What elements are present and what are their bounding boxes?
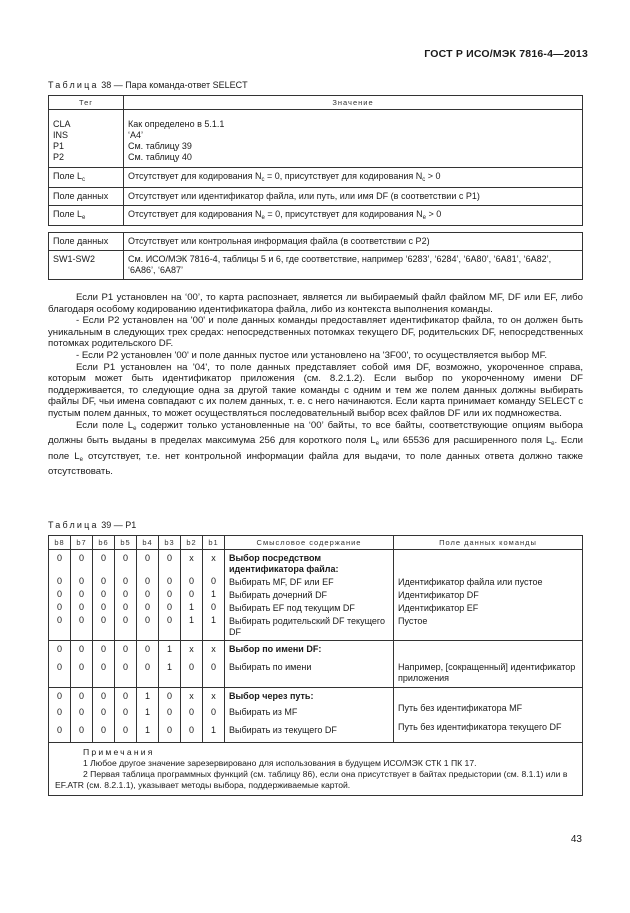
sub-c: c xyxy=(422,177,426,183)
bit-cell: 0 xyxy=(49,719,71,743)
bit-cell: 0 xyxy=(181,576,203,589)
data-cell: Путь без идентификатора MF xyxy=(394,703,583,719)
table39-p1 xyxy=(48,535,583,796)
meaning-cell: Выбирать EF под текущим DF xyxy=(225,602,394,615)
bit-cell: 0 xyxy=(93,688,115,704)
data-cell: Идентификатор файла или пустое xyxy=(394,576,583,589)
table-row xyxy=(49,703,583,719)
bit-cell: 1 xyxy=(159,656,181,688)
bit-cell: 0 xyxy=(115,656,137,688)
bit-cell: 0 xyxy=(93,576,115,589)
tag-ins: INS xyxy=(53,130,69,140)
bit-cell: 0 xyxy=(49,615,71,641)
page-number: 43 xyxy=(570,834,582,845)
bit-cell: 0 xyxy=(137,589,159,602)
table-row xyxy=(49,641,583,657)
meaning-cell: Выбор через путь: xyxy=(225,688,394,704)
bit-cell: 1 xyxy=(203,589,225,602)
data-cell: Путь без идентификатора текущего DF xyxy=(394,719,583,743)
bit-cell: 0 xyxy=(93,589,115,602)
col-b4: b4 xyxy=(137,536,159,550)
tag-lc: Поле L xyxy=(53,171,83,181)
notes-title: Примечания xyxy=(83,747,155,757)
bit-cell: x xyxy=(181,688,203,704)
table-row xyxy=(49,576,583,589)
bit-cell: 0 xyxy=(181,589,203,602)
table-row xyxy=(49,602,583,615)
bit-cell: 0 xyxy=(203,602,225,615)
bit-cell: 0 xyxy=(159,589,181,602)
data-cell xyxy=(394,550,583,577)
bit-cell: 0 xyxy=(203,576,225,589)
meaning-cell: Выбирать по имени xyxy=(225,656,394,688)
bit-cell: x xyxy=(203,688,225,704)
table-row xyxy=(49,110,583,168)
col-b6: b6 xyxy=(93,536,115,550)
bit-cell: 0 xyxy=(159,550,181,577)
bit-cell: 1 xyxy=(137,703,159,719)
resp-data-field-value: Отсутствует или контрольная информация файла (в соответствии с P2) xyxy=(124,233,583,251)
col-data-field: Поле данных команды xyxy=(394,536,583,550)
bit-cell: 0 xyxy=(115,688,137,704)
bit-cell: x xyxy=(181,550,203,577)
table-row xyxy=(49,589,583,602)
paragraph: - Если P2 установлен на '00' и поле данных команды предоставляет идентификатор файла, то он должен быть уникальным в следующих трех средах: непосредственных потомках текущего DF, родительских DF, непосредственных потомках родительского DF. xyxy=(48,315,583,350)
sub-e: e xyxy=(375,441,380,448)
bit-cell: 0 xyxy=(137,602,159,615)
body-text xyxy=(48,292,583,478)
table39-header-row xyxy=(49,536,583,550)
bit-cell: 0 xyxy=(203,656,225,688)
bit-cell: 0 xyxy=(159,576,181,589)
value-p1: См. таблицу 39 xyxy=(128,141,192,151)
caption-word: Таблица xyxy=(48,80,99,90)
bit-cell: 0 xyxy=(159,615,181,641)
caption-word: Таблица xyxy=(48,520,99,530)
meaning-cell: Выбор по имени DF: xyxy=(225,641,394,657)
p5-part: отсутствует, т.е. нет контрольной информации файла для выдачи, то поле данных ответа должно также отсутствовать. xyxy=(48,450,583,478)
value-data-field: Отсутствует или идентификатор файла, или путь, или имя DF (в соответствии с P1) xyxy=(124,188,583,206)
table-row xyxy=(49,206,583,226)
tag-cla: CLA xyxy=(53,119,71,129)
le-text-b: = 0, присутствует для кодирования N xyxy=(264,209,423,219)
table38-caption xyxy=(48,80,248,90)
sub-e: e xyxy=(133,425,137,432)
bit-cell: 0 xyxy=(115,576,137,589)
lc-text-c: > 0 xyxy=(425,171,441,181)
bit-cell: 0 xyxy=(93,550,115,577)
bit-cell: x xyxy=(203,550,225,577)
bit-cell: 0 xyxy=(115,589,137,602)
resp-sw-tag: SW1-SW2 xyxy=(49,251,124,280)
table-row xyxy=(49,233,583,251)
meaning-cell: Выбор посредством идентификатора файла: xyxy=(225,550,394,577)
resp-sw-value: См. ИСО/МЭК 7816-4, таблицы 5 и 6, где соответствие, например ‘6283’, ‘6284’, ‘6A80’, ‘6A81’, ‘6A82’, ‘6A86’, ‘6A87’ xyxy=(124,251,583,280)
bit-cell: 0 xyxy=(159,688,181,704)
paragraph: Если P1 установлен на ‘00’, то карта распознает, является ли выбираемый файл файлом MF, DF или EF, либо благодаря особому кодированию идентификатора файла, либо из контекста выполнения команды. xyxy=(48,292,583,315)
bit-cell: 0 xyxy=(49,688,71,704)
le-text-a: Отсутствует для кодирования N xyxy=(128,209,262,219)
tag-p2: P2 xyxy=(53,152,65,162)
data-cell: Пустое xyxy=(394,615,583,641)
notes-cell xyxy=(49,743,583,796)
table-row xyxy=(49,688,583,704)
bit-cell: 0 xyxy=(137,641,159,657)
caption-title: 38 — Пара команда-ответ SELECT xyxy=(98,80,248,90)
value-p2: См. таблицу 40 xyxy=(128,152,192,162)
sub-e: e xyxy=(422,215,426,221)
note-1: 1 Любое другое значение зарезервировано для использования в будущем ИСО/МЭК СТК 1 ПК 17. xyxy=(83,758,477,768)
bit-cell: 0 xyxy=(93,615,115,641)
bit-cell: 0 xyxy=(93,641,115,657)
value-ins: ‘A4’ xyxy=(128,130,144,140)
table-row xyxy=(49,615,583,641)
bit-cell: 0 xyxy=(49,656,71,688)
bit-cell: 0 xyxy=(49,550,71,577)
meaning-cell: Выбирать из текущего DF xyxy=(225,719,394,743)
col-meaning: Смысловое содержание xyxy=(225,536,394,550)
bit-cell: 0 xyxy=(115,615,137,641)
bit-cell: 1 xyxy=(203,719,225,743)
bit-cell: 0 xyxy=(71,719,93,743)
sub-e: e xyxy=(551,441,555,448)
col-b3: b3 xyxy=(159,536,181,550)
bit-cell: 1 xyxy=(203,615,225,641)
le-text-c: > 0 xyxy=(425,209,442,219)
bit-cell: 0 xyxy=(181,703,203,719)
bit-cell: 0 xyxy=(137,656,159,688)
table-row xyxy=(49,550,583,577)
table39-caption xyxy=(48,520,136,530)
lc-text-a: Отсутствует для кодирования N xyxy=(128,171,262,181)
bit-cell: 0 xyxy=(49,602,71,615)
bit-cell: 1 xyxy=(137,719,159,743)
sub-e: e xyxy=(79,456,83,463)
sub-e: e xyxy=(82,215,86,221)
bit-cell: 0 xyxy=(49,703,71,719)
bit-cell: 0 xyxy=(181,719,203,743)
standard-header: ГОСТ Р ИСО/МЭК 7816-4—2013 xyxy=(424,48,588,60)
bit-cell: 0 xyxy=(137,615,159,641)
value-cla: Как определено в 5.1.1 xyxy=(128,119,225,129)
bit-cell: 0 xyxy=(71,656,93,688)
bit-cell: 0 xyxy=(181,656,203,688)
bit-cell: 0 xyxy=(71,576,93,589)
paragraph: Если P1 установлен на '04', то поле данных представляет собой имя DF, возможно, укороченное справа, которым может быть идентификатор приложения (см. 8.2.1.2). Если выбор по укороченному имени DF поддерживается, то следующие одна за другой такие команды с одним и тем же полем данных должны выбирать файлы DF, чьи имена совпадают с их полем данных, т. е. с него начинаются. Если карта принимает команду SELECT с пустым полем данных, то может осуществляться последовательный выбор всех файлов DF или их подмножества. xyxy=(48,361,583,419)
col-tag-header: Тег xyxy=(49,96,124,110)
data-cell xyxy=(394,641,583,657)
bit-cell: 1 xyxy=(159,641,181,657)
bit-cell: 0 xyxy=(115,550,137,577)
meaning-cell: Выбирать из MF xyxy=(225,703,394,719)
bit-cell: 0 xyxy=(115,719,137,743)
bit-cell: 0 xyxy=(71,615,93,641)
meaning-cell: Выбирать MF, DF или EF xyxy=(225,576,394,589)
meaning-cell: Выбирать дочерний DF xyxy=(225,589,394,602)
bit-cell: 0 xyxy=(71,550,93,577)
sub-e: e xyxy=(261,215,265,221)
bit-cell: 0 xyxy=(71,688,93,704)
caption-title: 39 — P1 xyxy=(98,520,137,530)
bit-cell: 0 xyxy=(137,576,159,589)
bit-cell: 0 xyxy=(137,550,159,577)
notes-row xyxy=(49,743,583,796)
bit-cell: 0 xyxy=(49,641,71,657)
bit-cell: 1 xyxy=(181,602,203,615)
bit-cell: 0 xyxy=(115,641,137,657)
tag-le: Поле L xyxy=(53,209,83,219)
data-cell: Идентификатор DF xyxy=(394,589,583,602)
col-b1: b1 xyxy=(203,536,225,550)
meaning-cell: Выбирать родительский DF текущего DF xyxy=(225,615,394,641)
bit-cell: 1 xyxy=(137,688,159,704)
table-row xyxy=(49,168,583,188)
note-2: 2 Первая таблица программных функций (см. таблицу 86), если она присутствует в байтах предыстории (см. 8.1.1) или в EF.ATR (см. 8.2.1.1), указывает методы выбора, поддерживаемые картой. xyxy=(55,769,568,790)
sub-c: c xyxy=(261,177,265,183)
bit-cell: 0 xyxy=(49,576,71,589)
bit-cell: x xyxy=(181,641,203,657)
p5-part: или 65536 для расширенного поля L xyxy=(379,435,552,447)
bit-cell: 0 xyxy=(71,589,93,602)
bit-cell: 0 xyxy=(159,719,181,743)
bit-cell: 0 xyxy=(93,703,115,719)
col-value-header: Значение xyxy=(124,96,583,110)
bit-cell: x xyxy=(203,641,225,657)
table38-command xyxy=(48,95,583,226)
bit-cell: 0 xyxy=(159,703,181,719)
bit-cell: 0 xyxy=(159,602,181,615)
resp-data-field-tag: Поле данных xyxy=(49,233,124,251)
data-cell: Идентификатор EF xyxy=(394,602,583,615)
tag-data-field: Поле данных xyxy=(49,188,124,206)
bit-cell: 1 xyxy=(181,615,203,641)
col-b8: b8 xyxy=(49,536,71,550)
data-cell: Например, [сокращенный] идентификатор приложения xyxy=(394,656,583,688)
col-b7: b7 xyxy=(71,536,93,550)
bit-cell: 0 xyxy=(93,602,115,615)
bit-cell: 0 xyxy=(71,602,93,615)
bit-cell: 0 xyxy=(93,656,115,688)
col-b5: b5 xyxy=(115,536,137,550)
bit-cell: 0 xyxy=(93,719,115,743)
paragraph: - Если P2 установлен '00' и поле данных пустое или установлено на '3F00', то осуществляется выбор MF. xyxy=(76,349,548,361)
table-row xyxy=(49,188,583,206)
sub-c: c xyxy=(82,177,86,183)
bit-cell: 0 xyxy=(71,641,93,657)
tag-p1: P1 xyxy=(53,141,65,151)
col-b2: b2 xyxy=(181,536,203,550)
data-cell xyxy=(394,688,583,704)
table38-response xyxy=(48,232,583,280)
table-row xyxy=(49,656,583,688)
bit-cell: 0 xyxy=(71,703,93,719)
p5-part: содержит только установленные на ‘00’ байты, то все байты, соответствующие опциям выбора должны быть выданы в пределах максимума 256 для короткого поля L xyxy=(48,419,583,447)
bit-cell: 0 xyxy=(203,703,225,719)
bit-cell: 0 xyxy=(115,703,137,719)
paragraph xyxy=(48,420,583,478)
bit-cell: 0 xyxy=(115,602,137,615)
bit-cell: 0 xyxy=(49,589,71,602)
table-row xyxy=(49,251,583,280)
table-row xyxy=(49,719,583,743)
lc-text-b: = 0, присутствует для кодирования N xyxy=(264,171,423,181)
p5-part: . Если поле L xyxy=(48,435,583,462)
p5-part: Если поле L xyxy=(76,419,134,431)
